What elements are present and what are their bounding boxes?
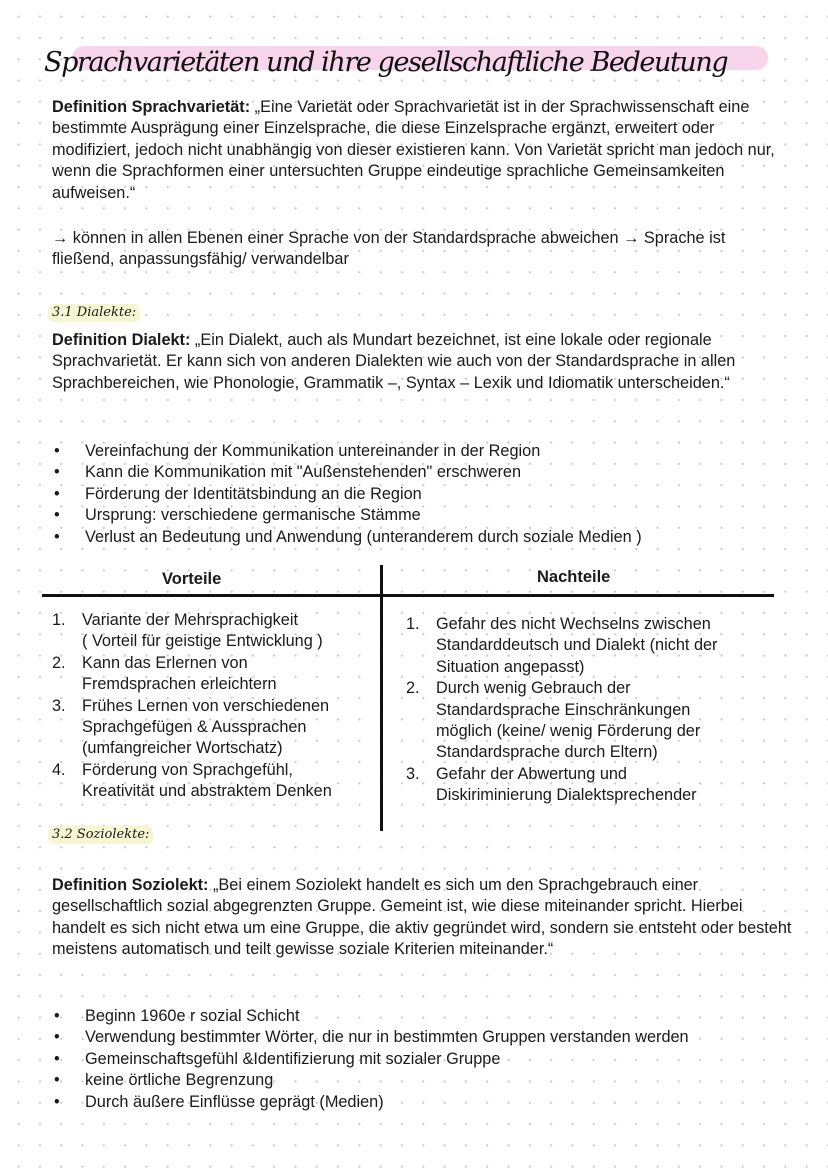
list-item xyxy=(406,614,786,678)
list-item: • keine örtliche Begrenzung xyxy=(52,1070,792,1091)
definition-text: „Eine Varietät oder Sprachvarietät ist in der Sprachwissenschaft eine bestimmte Ausprägung einer Einzelsprache, die diese Einzelsprache ergänzt, erweitert oder modifiziert, jedoch nicht unabhängig von dieser existieren kann. Von Varietät spricht man jedoch nur, wenn die Sprachformen einer untersuchten Gruppe eindeutige sprachliche Gemeinsamkeiten aufweisen.“ xyxy=(52,98,775,202)
list-item xyxy=(52,760,372,803)
item-line: Durch wenig Gebrauch der xyxy=(436,679,631,698)
page-title: Sprachvarietäten und ihre gesellschaftliche Bedeutung xyxy=(44,47,728,78)
list-item xyxy=(406,678,786,764)
list-item xyxy=(52,610,372,653)
item-line: Fremdsprachen erleichtern xyxy=(82,675,277,694)
item-line: (umfangreicher Wortschatz) xyxy=(82,739,283,758)
list-item: • Vereinfachung der Kommunikation untereinander in der Region xyxy=(52,441,792,462)
list-item: • Kann die Kommunikation mit "Außenstehenden" erschweren xyxy=(52,462,792,483)
definition-label: Definition Dialekt: xyxy=(52,331,191,349)
list-item xyxy=(52,653,372,696)
list-item: • Förderung der Identitätsbindung an die Region xyxy=(52,484,792,505)
item-line: möglich (keine/ wenig Förderung der xyxy=(436,722,701,741)
arrow-note: → können in allen Ebenen einer Sprache von der Standardsprache abweichen → Sprache ist fließend, anpassungsfähig/ verwandelbar xyxy=(52,229,726,269)
item-number: 1. xyxy=(52,611,66,629)
item-line: Kreativität und abstraktem Denken xyxy=(82,782,332,801)
item-line: Gefahr der Abwertung und xyxy=(436,764,627,783)
item-line: Diskiriminierung Dialektsprechender xyxy=(436,786,697,805)
list-item xyxy=(52,696,372,760)
nachteile-header: Nachteile xyxy=(537,568,611,586)
item-line: ( Vorteil für geistige Entwicklung ) xyxy=(82,632,323,651)
list-item: • Durch äußere Einflüsse geprägt (Medien) xyxy=(52,1092,792,1113)
item-line: Förderung von Sprachgefühl, xyxy=(82,760,293,779)
item-line: Standardsprache durch Eltern) xyxy=(436,743,658,762)
vorteile-list xyxy=(52,610,372,803)
table-divider-vertical xyxy=(380,565,383,831)
item-line: Kann das Erlernen von xyxy=(82,653,248,672)
definition-dialekt xyxy=(52,330,792,394)
item-number: 2. xyxy=(406,679,420,698)
section-heading-dialekte: 3.1 Dialekte: xyxy=(48,304,140,322)
dialekte-bullet-list xyxy=(52,441,792,548)
definition-text: „Ein Dialekt, auch als Mundart bezeichnet, ist eine lokale oder regionale Sprachvarietät. Er kann sich von anderen Dialekten wie auch von der Standardsprache in allen Sprachbereichen, wie Phonologie, Grammatik –, Syntax – Lexik und Idiomatik unterscheiden.“ xyxy=(52,331,736,392)
soziolekte-bullet-list xyxy=(52,1006,792,1113)
item-line: Situation angepasst) xyxy=(436,657,585,676)
item-number: 2. xyxy=(52,653,66,672)
item-line: Gefahr des nicht Wechselns zwischen xyxy=(436,615,711,633)
table-divider-horizontal xyxy=(42,594,774,597)
item-line: Variante der Mehrsprachigkeit xyxy=(82,611,298,629)
definition-soziolekt xyxy=(52,875,792,961)
item-line: Standardsprache Einschränkungen xyxy=(436,700,691,719)
definition-sprachvarietaet xyxy=(52,97,792,204)
item-line: Frühes Lernen von verschiedenen xyxy=(82,696,330,715)
item-number: 3. xyxy=(406,764,420,783)
definition-label: Definition Sprachvarietät: xyxy=(52,98,251,116)
item-number: 1. xyxy=(406,615,420,633)
vorteile-header: Vorteile xyxy=(162,570,222,588)
nachteile-list xyxy=(406,614,786,807)
item-line: Sprachgefügen & Aussprachen xyxy=(82,718,307,737)
list-item: • Ursprung: verschiedene germanische Stämme xyxy=(52,505,792,526)
definition-label: Definition Soziolekt: xyxy=(52,876,209,894)
definition-text: „Bei einem Soziolekt handelt es sich um den Sprachgebrauch einer gesellschaftlich sozial abgegrenzten Gruppe. Gemeint ist, wie diese miteinander spricht. Hierbei handelt es sich nicht etwa um eine Gruppe, die aktiv gegründet wird, sondern sie entsteht oder besteht meistens automatisch und teilt gewisse soziale Kriterien miteinander.“ xyxy=(52,876,792,959)
section-heading-soziolekte: 3.2 Soziolekte: xyxy=(48,826,153,844)
list-item: • Gemeinschaftsgefühl &Identifizierung mit sozialer Gruppe xyxy=(52,1049,792,1070)
item-number: 3. xyxy=(52,696,66,715)
item-line: Standarddeutsch und Dialekt (nicht der xyxy=(436,636,718,655)
list-item xyxy=(406,764,786,807)
item-number: 4. xyxy=(52,760,66,779)
list-item: • Verwendung bestimmter Wörter, die nur in bestimmten Gruppen verstanden werden xyxy=(52,1027,792,1048)
list-item: • Beginn 1960e r sozial Schicht xyxy=(52,1006,792,1027)
list-item: • Verlust an Bedeutung und Anwendung (unteranderem durch soziale Medien ) xyxy=(52,527,792,548)
